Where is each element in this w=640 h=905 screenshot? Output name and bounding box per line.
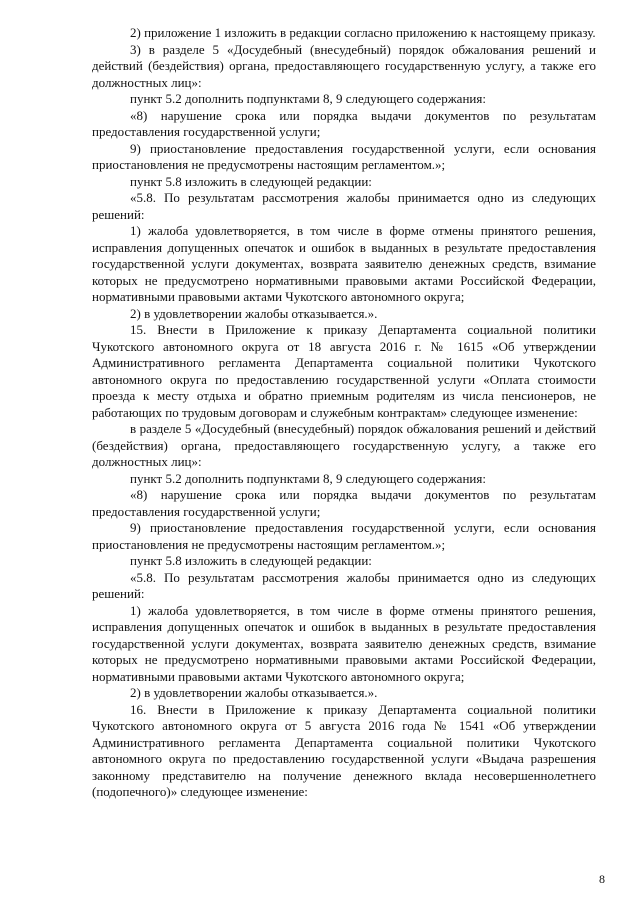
paragraph-decision-2: 2) в удовлетворении жалобы отказывается.». (130, 305, 378, 321)
paragraph-item-15-section-5: в разделе 5 «Досудебный (внесудебный) порядок обжалования решений и действий (бездействия) органа, предоставляющего государственную услугу, а также его должностных лиц»: (92, 421, 596, 469)
paragraph-5-8-text: «5.8. По результатам рассмотрения жалобы принимается одно из следующих решений: (92, 190, 596, 222)
document-body (92, 25, 596, 801)
page-number: 8 (599, 872, 605, 886)
paragraph-item-15-clause-5-2: пункт 5.2 дополнить подпунктами 8, 9 следующего содержания: (130, 470, 486, 486)
paragraph-item-15-decision-1: 1) жалоба удовлетворяется, в том числе в форме отмены принятого решения, исправления допущенных опечаток и ошибок в выданных в результате предоставления государственной услуги документах, возврата заявителю денежных средств, взимание которых не предусмотрено нормативными правовыми актами Российской Федерации, нормативными правовыми актами Чукотского автономного округа; (92, 602, 596, 684)
paragraph-item-16: 16. Внести в Приложение к приказу Департамента социальной политики Чукотского автономного округа от 5 августа 2016 года № 1541 «Об утверждении Административного регламента Департамента социальной политики Чукотского автономного округа по предоставлению государственной услуги «Выдача разрешения законному представителю на получение денежного вклада несовершеннолетнего (подопечного)» следующее изменение: (92, 701, 596, 799)
paragraph-clause-5-2: пункт 5.2 дополнить подпунктами 8, 9 следующего содержания: (130, 91, 486, 106)
paragraph-clause-5-8: пункт 5.8 изложить в следующей редакции: (130, 173, 372, 189)
paragraph-subclause-8: «8) нарушение срока или порядка выдачи документов по результатам предоставления государственной услуги; (92, 107, 596, 139)
paragraph-item-2: 2) приложение 1 изложить в редакции согласно приложению к настоящему приказу. (130, 25, 596, 40)
paragraph-item-15-subclause-9: 9) приостановление предоставления государственной услуги, если основания приостановления не предусмотрены настоящим регламентом.»; (92, 520, 596, 552)
paragraph-item-15-subclause-8: «8) нарушение срока или порядка выдачи документов по результатам предоставления государственной услуги; (92, 487, 596, 519)
paragraph-item-15-5-8-text: «5.8. По результатам рассмотрения жалобы принимается одно из следующих решений: (92, 569, 596, 601)
paragraph-item-15-clause-5-8: пункт 5.8 изложить в следующей редакции: (130, 553, 372, 568)
paragraph-item-3-section-5: 3) в разделе 5 «Досудебный (внесудебный) порядок обжалования решений и действий (бездействия) органа, предоставляющего государственную услугу, а также его должностных лиц»: (92, 41, 596, 90)
paragraph-subclause-9: 9) приостановление предоставления государственной услуги, если основания приостановления не предусмотрены настоящим регламентом.»; (92, 140, 596, 172)
paragraph-item-15: 15. Внести в Приложение к приказу Департамента социальной политики Чукотского автономного округа от 18 августа 2016 г. № 1615 «Об утверждении Административного регламента Департамента социальной политики Чукотского автономного округа по предоставлению государственной услуги «Оплата стоимости проезда к месту отдыха и обратно приемным родителям из числа пенсионеров, не работающих по трудовым договорам и служебным контрактам» следующее изменение: (92, 322, 596, 420)
paragraph-decision-1: 1) жалоба удовлетворяется, в том числе в форме отмены принятого решения, исправления допущенных опечаток и ошибок в выданных в результате предоставления государственной услуги документах, возврата заявителю денежных средств, взимание которых не предусмотрено нормативными правовыми актами Российской Федерации, нормативными правовыми актами Чукотского автономного округа; (92, 223, 596, 304)
paragraph-item-15-decision-2: 2) в удовлетворении жалобы отказывается.». (130, 685, 378, 700)
